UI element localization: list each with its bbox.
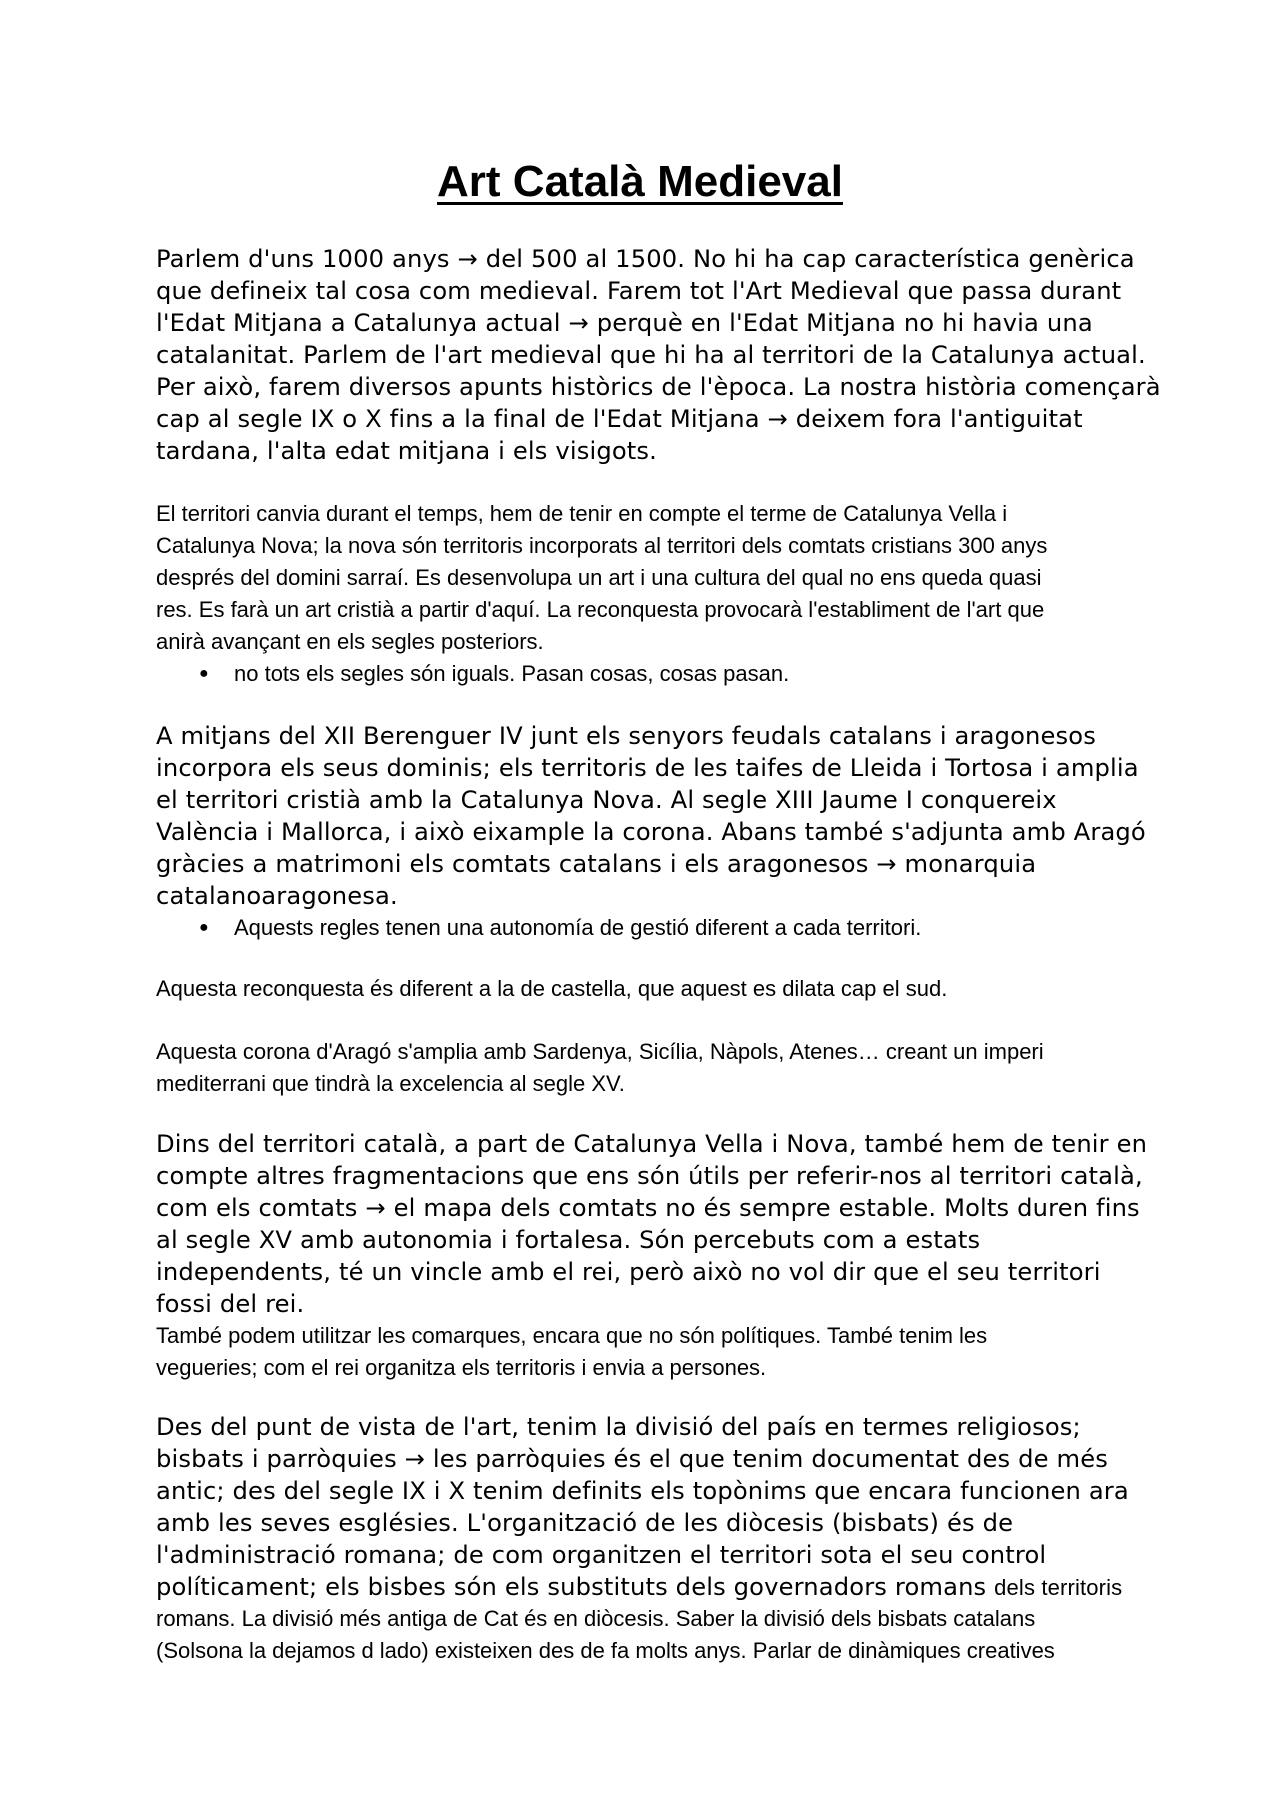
paragraph-territori xyxy=(156,498,1146,658)
text-line: Per això, farem diversos apunts històrics de l'època. La nostra història començarà xyxy=(156,373,1161,401)
paragraph-berenguer xyxy=(156,720,1146,912)
text-line: romans. La divisió més antiga de Cat és en diòcesis. Saber la divisió dels bisbats catalans xyxy=(156,1606,1036,1631)
bullet-icon: ● xyxy=(199,665,209,682)
text-line: fossi del rei. xyxy=(156,1290,305,1318)
page-title: Art Català Medieval xyxy=(437,157,843,206)
text-line: incorpora els seus dominis; els territoris de les taifes de Lleida i Tortosa i amplia xyxy=(156,754,1139,782)
text-line: catalanitat. Parlem de l'art medieval que hi ha al territori de la Catalunya actual. xyxy=(156,341,1146,369)
paragraph-intro xyxy=(156,243,1161,467)
paragraph-bisbats xyxy=(156,1411,1146,1604)
text-line: que defineix tal cosa com medieval. Farem tot l'Art Medieval que passa durant xyxy=(156,277,1122,305)
text-line xyxy=(156,1571,1146,1604)
text-line: al segle XV amb autonomia i fortalesa. Són percebuts com a estats xyxy=(156,1226,981,1254)
text-line: el territori cristià amb la Catalunya Nova. Al segle XIII Jaume I conquereix xyxy=(156,786,1057,814)
text-line: A mitjans del XII Berenguer IV junt els senyors feudals catalans i aragonesos xyxy=(156,722,1097,750)
text-line: vegueries; com el rei organitza els territoris i envia a persones. xyxy=(156,1355,767,1380)
text-line: gràcies a matrimoni els comtats catalans i els aragonesos → monarquia xyxy=(156,850,1037,878)
text-line: Dins del territori català, a part de Catalunya Vella i Nova, també hem de tenir en xyxy=(156,1130,1148,1158)
text-line: compte altres fragmentacions que ens són útils per referir-nos al territori català, xyxy=(156,1162,1143,1190)
text-line: tardana, l'alta edat mitjana i els visigots. xyxy=(156,437,657,465)
text-line: Des del punt de vista de l'art, tenim la divisió del país en termes religiosos; xyxy=(156,1413,1081,1441)
text-line: El territori canvia durant el temps, hem de tenir en compte el terme de Catalunya Vella i xyxy=(156,501,1008,526)
text-line: mediterrani que tindrà la excelencia al segle XV. xyxy=(156,1071,625,1096)
bullet-text: no tots els segles són iguals. Pasan cosas, cosas pasan. xyxy=(234,661,790,686)
paragraph-diocesis xyxy=(156,1603,1146,1667)
text-line: res. Es farà un art cristià a partir d'aquí. La reconquesta provocarà l'establiment de l'art que xyxy=(156,597,1045,622)
paragraph-comarques xyxy=(156,1320,1146,1384)
text-line: anirà avançant en els segles posteriors. xyxy=(156,629,544,654)
text-line: Parlem d'uns 1000 anys → del 500 al 1500. No hi ha cap característica genèrica xyxy=(156,245,1135,273)
text-segment: políticament; els bisbes són els substituts dels governadors romans xyxy=(156,1573,987,1601)
text-line: l'administració romana; de com organitzen el territori sota el seu control xyxy=(156,1541,1047,1569)
text-line: antic; des del segle IX i X tenim definits els topònims que encara funcionen ara xyxy=(156,1477,1129,1505)
text-line: amb les seves esglésies. L'organització de les diòcesis (bisbats) és de xyxy=(156,1509,1014,1537)
bullet-text: Aquests regles tenen una autonomía de gestió diferent a cada territori. xyxy=(234,915,922,940)
text-line: Aquesta corona d'Aragó s'amplia amb Sardenya, Sicília, Nàpols, Atenes… creant un imperi xyxy=(156,1039,1044,1064)
text-line: catalanoaragonesa. xyxy=(156,882,398,910)
paragraph-comtats xyxy=(156,1128,1146,1320)
paragraph-corona xyxy=(156,1036,1146,1100)
text-line: l'Edat Mitjana a Catalunya actual → perquè en l'Edat Mitjana no hi havia una xyxy=(156,309,1093,337)
text-line: Catalunya Nova; la nova són territoris incorporats al territori dels comtats cristians 300 anys xyxy=(156,533,1048,558)
text-line: independents, té un vincle amb el rei, però això no vol dir que el seu territori xyxy=(156,1258,1101,1286)
text-line: després del domini sarraí. Es desenvolupa un art i una cultura del qual no ens queda quasi xyxy=(156,565,1042,590)
text-segment: dels territoris xyxy=(994,1575,1123,1600)
text-line: cap al segle IX o X fins a la final de l'Edat Mitjana → deixem fora l'antiguitat xyxy=(156,405,1083,433)
bullet-icon: ● xyxy=(199,919,209,936)
text-line: bisbats i parròquies → les parròquies és el que tenim documentat des de més xyxy=(156,1445,1108,1473)
text-line: Aquesta reconquesta és diferent a la de castella, que aquest es dilata cap el sud. xyxy=(156,976,948,1001)
paragraph-castella xyxy=(156,973,1146,1005)
text-line: com els comtats → el mapa dels comtats no és sempre estable. Molts duren fins xyxy=(156,1194,1140,1222)
text-line: València i Mallorca, i això eixample la corona. Abans també s'adjunta amb Aragó xyxy=(156,818,1146,846)
text-line: (Solsona la dejamos d lado) existeixen des de fa molts anys. Parlar de dinàmiques creatives xyxy=(156,1638,1055,1663)
text-line: També podem utilitzar les comarques, encara que no són polítiques. També tenim les xyxy=(156,1323,988,1348)
